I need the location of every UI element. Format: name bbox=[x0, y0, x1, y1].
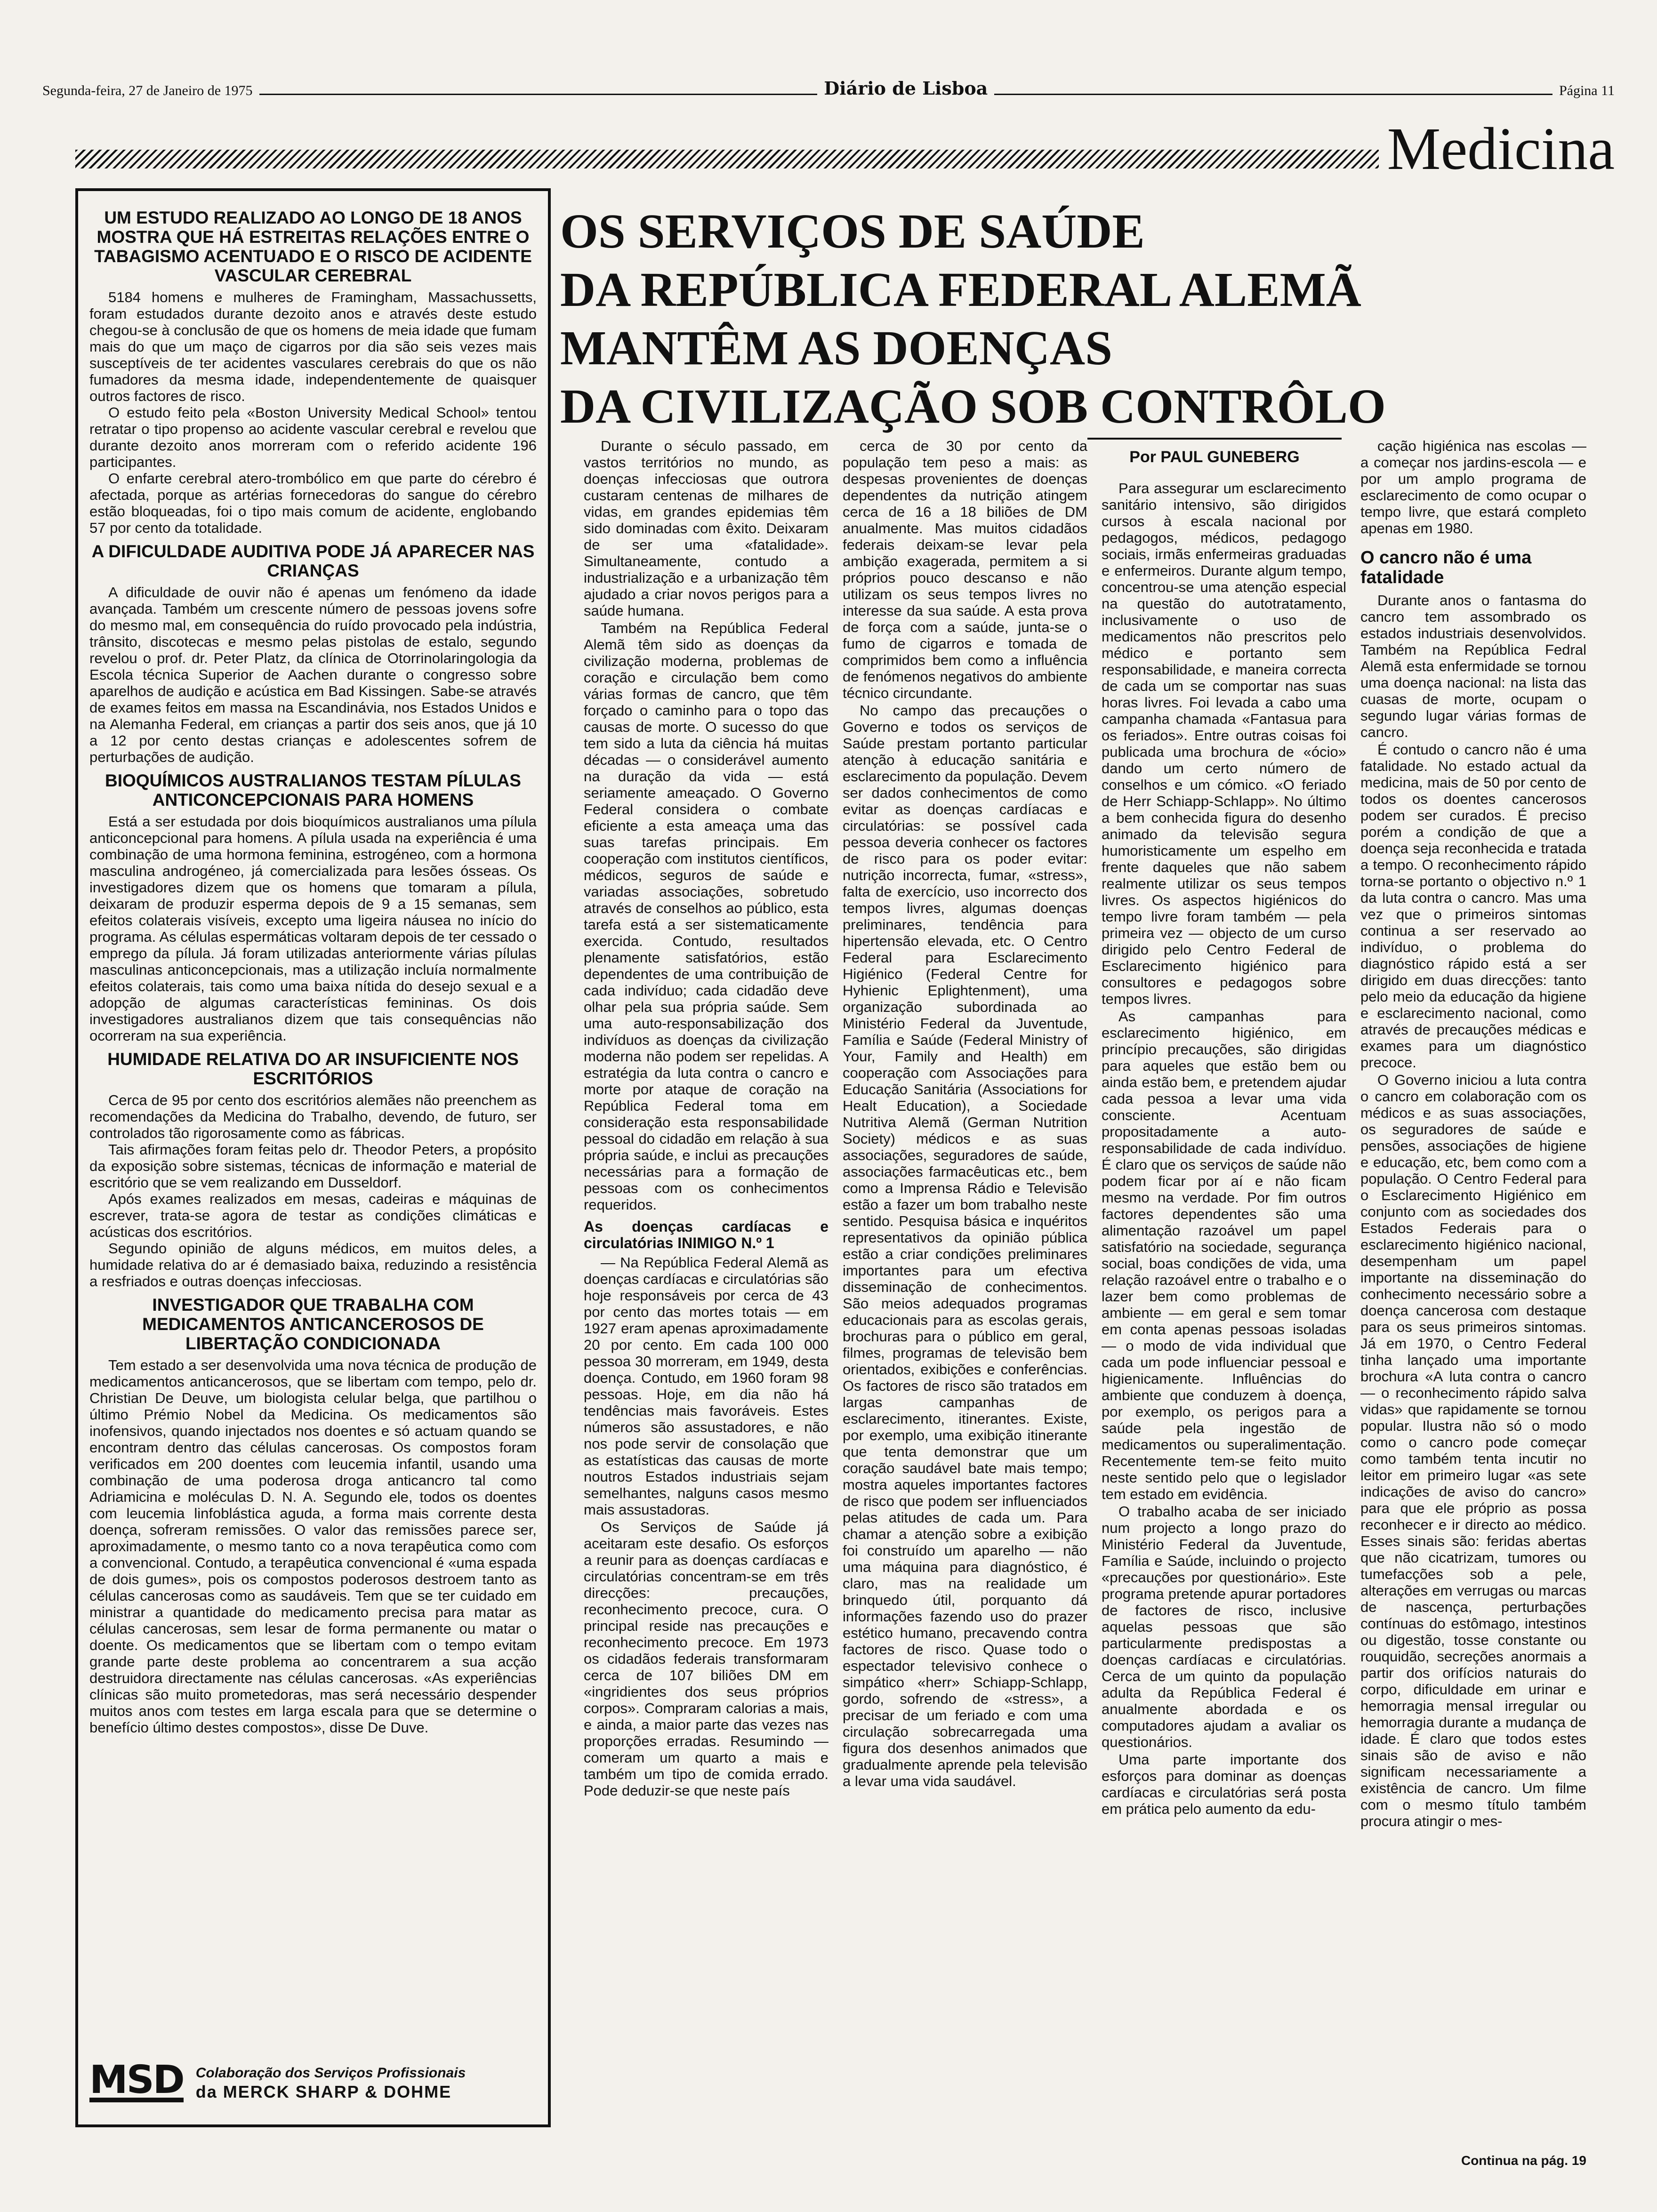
msd-logo: MSD bbox=[89, 2058, 184, 2103]
left-article-paragraph: O estudo feito pela «Boston University Medical School» tentou retratar o tipo propenso ao acidente vascular cerebral e revelou que durante dezoito anos morreram com o referido acidente 196 participantes. bbox=[89, 404, 537, 470]
article-column-3 bbox=[1102, 480, 1346, 2127]
article-column-4 bbox=[1360, 438, 1586, 2127]
main-headline bbox=[560, 202, 1615, 447]
section-bar bbox=[75, 115, 1615, 182]
continued-note: Continua na pág. 19 bbox=[1461, 2153, 1586, 2168]
article-paragraph: O trabalho acaba de ser iniciado num projecto a longo prazo do Ministério Federal da Juventude, Família e Saúde, incluindo o projecto «precauções por questionário». Este programa pretende apurar portadores de factores de risco, inclusive aquelas pessoas que são particularmente predispostas a doenças cardíacas e circulatórias. Cerca de um quinto da população adulta da República Federal é anualmente abordada e os computadores ajudam a avaliar os questionários. bbox=[1102, 1503, 1346, 1750]
issue-date: Segunda-feira, 27 de Janeiro de 1975 bbox=[42, 83, 253, 98]
article-paragraph: O Governo iniciou a luta contra o cancro em colaboração com os médicos e as suas associações, os seguradores de saúde e pensões, associações de higiene e educação, etc, bem como com a população. O Centro Federal para o Esclarecimento Higiénico em conjunto com as sociedades dos Estados Federais para o esclarecimento higiénico nacional, desempenham um papel importante na disseminação do conhecimento necessário sobre a doença cancerosa com destaque para os seus primeiros sintomas. Já em 1970, o Centro Federal tinha lançado uma importante brochura «A luta contra o cancro — o reconhecimento rápido salva vidas» que rapidamente se tornou popular. Ilustra não só o modo como o cancro pode começar como também tenta incutir no leitor em primeiro lugar «as sete indicações de aviso do cancro» para que ele próprio as possa reconhecer e ir directo ao médico. Esses sinais são: feridas abertas que não cicatrizam, tumores ou tumefacções sob a pele, alterações em verrugas ou marcas de nascença, perturbações contínuas do estômago, intestinos ou digestão, tosse constante ou rouquidão, secreções anormais a partir dos orifícios naturais do corpo, dificuldade em urinar e hemorragia mensal irregular ou hemorragia durante a mudança de idade. É claro que todos estes sinais são de aviso e não significam necessariamente a existência de cancro. Um filme com o mesmo título também procura atingir o mes- bbox=[1360, 1072, 1586, 1829]
headline-line-4: DA CIVILIZAÇÃO SOB CONTRÔLO bbox=[560, 379, 1386, 433]
sponsor-text bbox=[196, 2064, 466, 2101]
left-article-paragraph: O enfarte cerebral atero-trombólico em que parte do cérebro é afectada, porque as artérias fornecedoras do sangue do cérebro estão bloqueadas, foi o tipo mais comum de acidente, englobando 57 por cento da totalidade. bbox=[89, 470, 537, 536]
header-rule bbox=[994, 94, 1552, 95]
sponsor-block bbox=[89, 2057, 537, 2108]
left-article-paragraph: Tais afirmações foram feitas pelo dr. Theodor Peters, a propósito da exposição sobre sistemas, técnicas de informação e material de escritório que se vem realizando em Dusseldorf. bbox=[89, 1141, 537, 1191]
headline-line-3: MANTÊM AS DOENÇAS bbox=[560, 321, 1112, 375]
article-paragraph: — Na República Federal Alemã as doenças cardíacas e circulatórias são hoje responsáveis por cerca de 43 por cento das mortes totais — em 1927 eram apenas aproximadamente 20 por cento. Em cada 100 000 pessoa 30 morreram, em 1949, desta doença. Contudo, em 1960 foram 98 pessoas. Hoje, em dia não há tendências mais favoráveis. Estes números são assustadores, e não nos pode servir de consolação que as estatísticas das causas de morte noutros Estados industriais sejam semelhantes, nalguns casos mesmo mais assustadoras. bbox=[584, 1254, 828, 1518]
sponsor-line-1: Colaboração dos Serviços Profissionais bbox=[195, 2065, 466, 2081]
left-article-paragraph: Cerca de 95 por cento dos escritórios alemães não preenchem as recomendações da Medicina do Trabalho, devendo, de futuro, ser controlados tão rigorosamente como as fábricas. bbox=[89, 1092, 537, 1141]
headline-line-1: OS SERVIÇOS DE SAÚDE bbox=[560, 204, 1145, 258]
article-paragraph: As campanhas para esclarecimento higiénico, em princípio precauções, são dirigidas para aqueles que estão bem ou ainda estão bem, e pretendem ajudar cada pessoa a levar uma vida consciente. Acentuam propositadamente a auto-responsabilidade de cada indivíduo. É claro que os serviços de saúde não podem ficar por aí e não ficam mesmo na verdade. Por fim outros factores dependentes são uma alimentação razoável um papel satisfatório na sociedade, segurança social, boas condições de vida, uma relação razoável entre o trabalho e o lazer bem como problemas de ambiente — em geral e sem tomar em conta apenas pessoas isoladas — o modo de vida individual que cada um pode influenciar pessoal e higienicamente. Influências do ambiente que conduzem à doença, por exemplo, os perigos para a saúde pela ingestão de medicamentos ou superalimentação. Recentemente tem-se feito muito neste sentido pelo que o legislador tem estado em evidência. bbox=[1102, 1008, 1346, 1502]
article-column-1 bbox=[584, 438, 828, 2127]
article-paragraph: Durante anos o fantasma do cancro tem assombrado os estados industriais desenvolvidos. Também na República Fedral Alemã esta enfermidade se tornou uma doença nacional: na lista das cuasas de morte, ocupam o segundo lugar várias formas de cancro. bbox=[1360, 592, 1586, 740]
left-article-title: BIOQUÍMICOS AUSTRALIANOS TESTAM PÍLULAS ANTICONCEPCIONAIS PARA HOMENS bbox=[105, 771, 521, 809]
left-article-paragraph: A dificuldade de ouvir não é apenas um fenómeno da idade avançada. Também um crescente número de pessoas jovens sofre do mesmo mal, em consequência do ruído provocado pela indústria, trânsito, discotecas e mesmo pelas pistolas de estalo, segundo revelou o prof. dr. Peter Platz, da clínica de Otorrinolaringologia da Escola técnica Superior de Aachen durante o congresso sobre aparelhos de audição e acústica em Bad Kissingen. Sabe-se através de exames feitos em massa na Escandinávia, nos Estados Unidos e na Alemanha Federal, em crianças a partir dos seis anos, que já 10 a 12 por cento destas crianças e adolescentes sofrem de perturbações de audição. bbox=[89, 584, 537, 765]
left-column bbox=[89, 202, 537, 2038]
newspaper-name: Diário de Lisboa bbox=[824, 78, 988, 99]
left-article-paragraph: Após exames realizados em mesas, cadeiras e máquinas de escrever, trata-se agora de testar as condições climáticas e acústicas dos escritórios. bbox=[89, 1191, 537, 1240]
article-paragraph: cação higiénica nas escolas — a começar nos jardins-escola — e por um amplo programa de esclarecimento de como ocupar o tempo livre, que estará completo apenas em 1980. bbox=[1360, 438, 1586, 537]
article-paragraph: Os Serviços de Saúde já aceitaram este desafio. Os esforços a reunir para as doenças cardíacas e circulatórias concentram-se em três direcções: precauções, reconhecimento precoce, cura. O principal reside nas precauções e reconhecimento precoce. Em 1973 os cidadãos federais transformaram cerca de 107 biliões DM em «ingridientes dos seus próprios corpos». Compraram calorias a mais, e ainda, a maior parte das vezes nas proporções erradas. Resumindo — comeram um quarto a mais e também um tipo de comida errado. Pode deduzir-se que neste país bbox=[584, 1519, 828, 1799]
byline: Por PAUL GUNEBERG bbox=[1087, 438, 1342, 481]
article-column-2 bbox=[843, 438, 1087, 2127]
left-article-paragraph: Segundo opinião de alguns médicos, em muitos deles, a humidade relativa do ar é demasiado baixa, reduzindo a resistência a resfriados e outras doenças infecciosas. bbox=[89, 1240, 537, 1290]
left-article-title: UM ESTUDO REALIZADO AO LONGO DE 18 ANOS MOSTRA QUE HÁ ESTREITAS RELAÇÕES ENTRE O TABAGISMO ACENTUADO E O RISCO DE ACIDENTE VASCULAR CEREBRAL bbox=[94, 208, 532, 285]
left-article-paragraph: Está a ser estudada por dois bioquímicos australianos uma pílula anticoncepcional para homens. A pílula usada na experiência é uma combinação de uma hormona feminina, estrogéneo, com a hormona masculina androgéneo, já comercializada para lesões ósseas. Os investigadores dizem que os homens que tomaram a pílula, deixaram de produzir esperma depois de 9 a 15 semanas, sem efeitos colaterais visíveis, excepto uma ligeira náusea no início do programa. As células espermáticas voltaram depois de ter cessado o emprego da pílula. Já foram utilizadas anteriormente várias pílulas masculinas anticoncepcionais, mas a utilização incluía normalmente efeitos colaterais, tais como uma baixa nítida do desejo sexual e a adopção de algumas características femininas. Os dois investigadores australianos dizem que tais consequências não ocorreram na sua experiência. bbox=[89, 813, 537, 1044]
article-subheading: As doenças cardíacas e circulatórias INIMIGO N.º 1 bbox=[584, 1218, 828, 1251]
page-header bbox=[42, 71, 1615, 99]
article-paragraph: Uma parte importante dos esforços para dominar as doenças cardíacas e circulatórias será posta em prática pelo aumento da edu- bbox=[1102, 1751, 1346, 1817]
section-hatch bbox=[75, 150, 1379, 168]
left-article-paragraph: 5184 homens e mulheres de Framingham, Massachussetts, foram estudados durante dezoito anos e através deste estudo chegou-se à conclusão de que os homens de meia idade que fumam mais do que um maço de cigarros por dia são seis vezes mais susceptíveis de ter acidentes vasculares cerebrais do que os não fumadores da mesma idade, independentemente de quaisquer outros factores de risco. bbox=[89, 289, 537, 404]
header-rule bbox=[259, 94, 818, 95]
article-subheading: O cancro não é uma fatalidade bbox=[1360, 548, 1532, 587]
sponsor-line-2: da MERCK SHARP & DOHME bbox=[195, 2082, 452, 2101]
page-number: Página 11 bbox=[1559, 83, 1615, 98]
article-paragraph: Também na República Federal Alemã têm sido as doenças da civilização moderna, problemas de coração e circulação bem como várias formas de cancro, que têm forçado o caminho para o topo das causas de morte. O sucesso do que tem sido a luta da ciência há muitas décadas — o considerável aumento na duração da vida — está seriamente ameaçado. O Governo Federal considera o combate eficiente a esta ameaça uma das suas tarefas principais. Em cooperação com institutos científicos, médicos, seguros de saúde e variadas associações, sobretudo através de conselhos ao público, esta tarefa está a ser sistematicamente exercida. Contudo, resultados plenamente satisfatórios, estão dependentes de uma contribuição de cada indivíduo; cada cidadão deve olhar pela sua própria saúde. Sem uma auto-responsabilização dos indivíduos as doenças da civilização moderna não podem ser repelidas. A estratégia da luta contra o cancro e morte por ataque de coração na República Federal toma em consideração esta responsabilidade pessoal do cidadão em relação à sua própria saúde, e inclui as precauções necessárias para a formação de pessoas com os conhecimentos requeridos. bbox=[584, 620, 828, 1213]
article-paragraph: É contudo o cancro não é uma fatalidade. No estado actual da medicina, mais de 50 por cento de todos os doentes cancerosos podem ser curados. É preciso porém a condição de que a doença seja reconhecida e tratada a tempo. O reconhecimento rápido torna-se portanto o objectivo n.º 1 da luta contra o cancro. Mas uma vez que o primeiros sintomas continua a ser reservado ao indivíduo, o problema do diagnóstico rápido está a ser dirigido em duas direcções: tanto pelo meio da educação da higiene e esclarecimento nacional, como através de precauções médicas e exames para um diagnóstico precoce. bbox=[1360, 741, 1586, 1071]
article-paragraph: Para assegurar um esclarecimento sanitário intensivo, são dirigidos cursos à escala nacional por pedagogos, médicos, pedagogo sociais, irmãs enfermeiras graduadas e enfermeiros. Durante algum tempo, concentrou-se uma atenção especial na questão do autotratamento, inclusivamente o uso de medicamentos não prescritos pelo médico e portanto sem responsabilidade, e maneira correcta de cada um se comportar nas suas horas livres. Foi levada a cabo uma campanha chamada «Fantasua para os feriados». Entre outras coisas foi publicada uma brochura de «ócio» dando um certo número de conselhos e um cómico. «O feriado de Herr Schiapp-Schlapp». No último a bem conhecida figura do desenho animado da televisão segura humoristicamente um espelho em frente daqueles que não sabem realmente utilizar os seus tempos livres. Os aspectos higiénicos do tempo livre foram também — pela primeira vez — objecto de um curso dirigido pelo Centro Federal de Esclarecimento higiénico para consultores e pedagogos sobre tempos livres. bbox=[1102, 480, 1346, 1007]
headline-line-2: DA REPÚBLICA FEDERAL ALEMÃ bbox=[560, 263, 1361, 317]
article-paragraph: No campo das precauções o Governo e todos os serviços de Saúde prestam portanto particular atenção à educação sanitária e esclarecimento da população. Devem ser dados conhecimentos de como evitar as doenças cardíacas e circulatórias: se possível cada pessoa deveria conhecer os factores de risco para os poder evitar: nutrição incorrecta, fumar, «stress», falta de exercício, uso incorrecto dos tempos livres, algumas doenças preliminares, tendência para hipertensão elevada, etc. O Centro Federal para Esclarecimento Higiénico (Federal Centre for Hyhienic Eplightenment), uma organização subordinada ao Ministério Federal da Juventude, Família e Saúde (Federal Ministry of Your, Family and Health) em cooperação com Associações para Educação Sanitária (Associations for Healt Education), a Sociedade Nutritiva Alemã (German Nutrition Society) médicos e as suas associações, seguradores de saúde, associações farmacêuticas etc., bem como a Imprensa Rádio e Televisão estão a fazer um bom trabalho neste sentido. Pesquisa básica e inquéritos representativos da opinião pública estão a criar condições preliminares importantes para um efectiva disseminação de conhecimentos. São meios adequados programas educacionais para as escolas gerais, brochuras para o público em geral, filmes, programas de televisão bem orientados, exibições e conferências. Os factores de risco são tratados em largas campanhas de esclarecimento, itinerantes. Existe, por exemplo, uma exibição itinerante que tenta demonstrar que um coração saudável bate mais tempo; mostra aqueles importantes factores de risco que podem ser influenciados pelas atitudes de cada um. Para chamar a atenção sobre a exibição foi construído um aparelho — não uma máquina para diagnóstico, é claro, mas na realidade um brinquedo útil, porquanto dá informações fazendo uso do prazer estético humano, precavendo contra factores de risco. Quase todo o espectador televisivo conhece o simpático «herr» Schiapp-Schlapp, gordo, sofrendo de «stress», a precisar de um feriado e com uma circulação sobrecarregada uma figura dos desenhos animados que gradualmente aprende pela televisão a levar uma vida saudável. bbox=[843, 702, 1087, 1789]
article-paragraph: Durante o século passado, em vastos territórios no mundo, as doenças infecciosas que outrora custaram centenas de milhares de vidas, em grandes epidemias têm sido dominadas com êxito. Deixaram de ser uma «fatalidade». Simultaneamente, contudo a industrialização e a urbanização têm ajudado a criar novos perigos para a saúde humana. bbox=[584, 438, 828, 619]
article-paragraph: cerca de 30 por cento da população tem peso a mais: as despesas provenientes de doenças dependentes da nutrição atingem cerca de 16 a 18 biliões de DM anualmente. Mas muitos cidadãos federais deixam-se levar pela ambição exagerada, permitem a si próprios pouco descanso e não utilizam os seus tempos livres no interesse da sua saúde. A esta prova de força com a saúde, junta-se o fumo de cigarros e tomada de comprimidos bem como a influência de fenómenos negativos do ambiente técnico circundante. bbox=[843, 438, 1087, 701]
left-article-title: HUMIDADE RELATIVA DO AR INSUFICIENTE NOS ESCRITÓRIOS bbox=[107, 1050, 519, 1088]
left-article-title: A DIFICULDADE AUDITIVA PODE JÁ APARECER NAS CRIANÇAS bbox=[91, 542, 535, 580]
left-article-paragraph: Tem estado a ser desenvolvida uma nova técnica de produção de medicamentos anticancerosos, que se libertam com tempo, pelo dr. Christian De Deuve, um biologista celular belga, que partilhou o último Prémio Nobel da Medicina. Os medicamentos são inofensivos, quando injectados nos doentes e só actuam quando se encontram dentro das células cancerosas. Os compostos foram verificados em 200 doentes com leucemia infantil, usando uma combinação de uma poderosa droga anticancro tal como Adriamicina e moléculas D. N. A. Segundo ele, todos os doentes com leucemia linfoblástica aguda, a forma mais corrente desta doença, sofreram remissões. O valor das remissões parece ser, aproximadamente, o mesmo tanto co a nova terapêutica como com a convencional. Contudo, a terapêutica convencional é «uma espada de dois gumes», pois os compostos poderosos destroem tanto as células cancerosas como as saudáveis. Tem que se ter cuidado em ministrar a quantidade do medicamento precisa para matar as células cancerosas, sem lesar de forma permanente ou matar o doente. Os medicamentos que se libertam com o tempo evitam grande parte deste problema ao concentrarem a sua acção destruidora directamente nas células cancerosas. «As experiências clínicas são muito prometedoras, mas será necessário despender muitos anos com testes em larga escala para que se determine o benefício último destes compostos», disse De Duve. bbox=[89, 1357, 537, 1736]
section-title: Medicina bbox=[1387, 115, 1615, 182]
left-article-title: INVESTIGADOR QUE TRABALHA COM MEDICAMENTOS ANTICANCEROSOS DE LIBERTAÇÃO CONDICIONADA bbox=[142, 1295, 484, 1353]
